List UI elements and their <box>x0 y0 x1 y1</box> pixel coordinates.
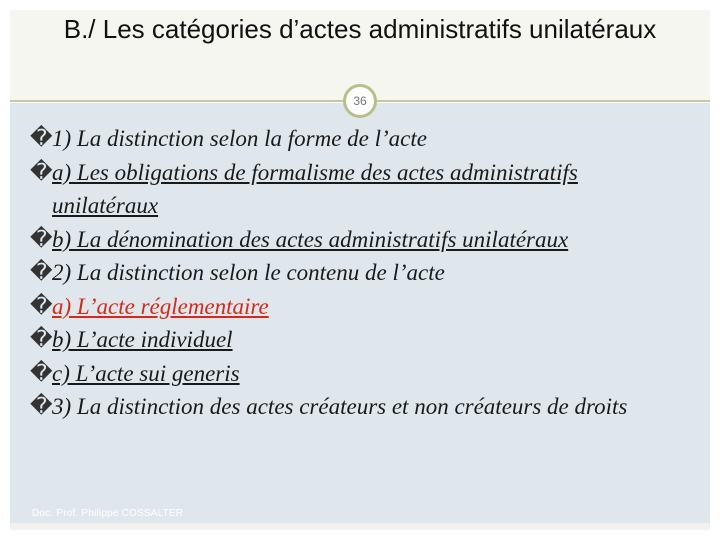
list-item <box>30 156 680 223</box>
footer-text: Doc. Prof. Philippe COSSALTER <box>32 508 184 519</box>
list-item <box>30 223 680 257</box>
list-item <box>30 122 680 156</box>
list-item <box>30 390 680 424</box>
bullet-icon: � <box>30 226 53 252</box>
bullet-icon: � <box>30 126 53 151</box>
bullet-icon: � <box>30 394 53 419</box>
list-item <box>30 323 680 357</box>
list-item-text: b) L’acte individuel <box>52 327 233 352</box>
list-item-text: 3) La distinction des actes créateurs et non créateurs de droits <box>52 394 628 419</box>
page-number-badge: 36 <box>343 84 377 118</box>
bullet-icon: � <box>30 260 53 285</box>
footer-band <box>10 523 710 530</box>
list-item <box>30 357 680 391</box>
bullet-icon: � <box>30 159 53 185</box>
list-item <box>30 256 680 290</box>
bullet-icon: � <box>30 293 53 319</box>
list-item-text: b) La dénomination des actes administratifs unilatéraux <box>52 226 569 252</box>
bullet-icon: � <box>30 327 53 352</box>
list-item-text: 2) La distinction selon le contenu de l’acte <box>52 260 445 285</box>
list-item <box>30 290 680 324</box>
list-item-text: c) L’acte sui generis <box>52 360 240 386</box>
list-item-text: a) Les obligations de formalisme des actes administratifs unilatéraux <box>52 159 578 218</box>
bullet-list <box>30 122 680 424</box>
list-item-text: a) L’acte réglementaire <box>52 293 269 319</box>
slide-title: B./ Les catégories d’actes administratifs unilatéraux <box>63 14 657 44</box>
bullet-icon: � <box>30 360 53 386</box>
list-item-text: 1) La distinction selon la forme de l’acte <box>52 126 427 151</box>
